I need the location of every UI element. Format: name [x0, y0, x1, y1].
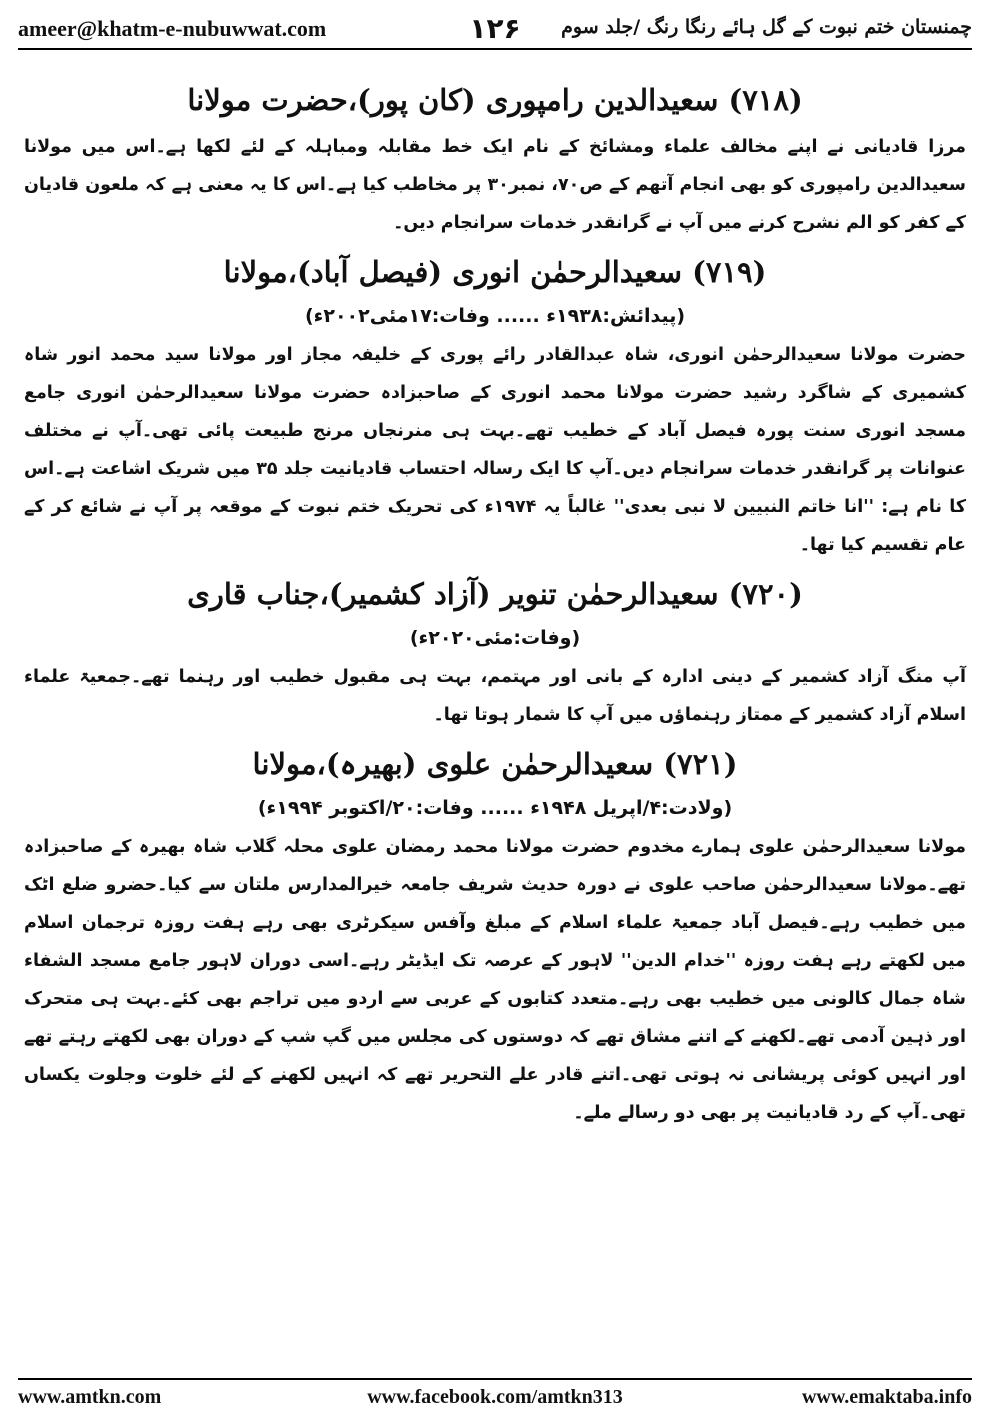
book-title: چمنستان ختم نبوت کے گل ہائے رنگا رنگ /جلد سوم	[561, 16, 972, 38]
section-720	[24, 572, 966, 734]
section-dates: (ولادت:۴/اپریل ۱۹۴۸ء ...... وفات:۲۰/اکتوبر ۱۹۹۴ء)	[257, 797, 733, 819]
page-number: ۱۲۶	[469, 12, 521, 45]
section-dates: (وفات:مئی۲۰۲۰ء)	[409, 627, 581, 649]
section-heading: (۷۱۹) سعیدالرحمٰن انوری (فیصل آباد)،مولانا	[223, 255, 767, 289]
section-body: آپ منگ آزاد کشمیر کے دینی ادارہ کے بانی اور مہتمم، بہت ہی مقبول خطیب اور رہنما تھے۔جمعیۃ علماء اسلام آزاد کشمیر کے ممتاز رہنماؤں میں آپ کا شمار ہوتا تھا۔	[24, 667, 966, 725]
footer-link-amtkn[interactable]: www.amtkn.com	[18, 1386, 162, 1408]
section-719	[24, 250, 966, 564]
header-divider	[18, 48, 972, 50]
header-email: ameer@khatm-e-nubuwwat.com	[18, 16, 327, 41]
footer-link-facebook[interactable]: www.facebook.com/amtkn313	[367, 1386, 623, 1408]
section-heading: (۷۲۰) سعیدالرحمٰن تنویر (آزاد کشمیر)،جناب قاری	[187, 577, 803, 611]
page-header	[18, 10, 972, 50]
page-content	[24, 70, 966, 1132]
section-721	[24, 742, 966, 1132]
section-dates: (پیدائش:۱۹۳۸ء ...... وفات:۱۷مئی۲۰۰۲ء)	[304, 305, 686, 327]
section-body: مرزا قادیانی نے اپنے مخالف علماء ومشائخ کے نام ایک خط مقابلہ ومباہلہ کے لئے لکھا ہے۔اس میں مولانا سعیدالدین رامپوری کو بھی انجام آتھم کے ص۷۰، نمبر۳۰ پر مخاطب کیا ہے۔اس کا یہ معنی ہے کہ ملعون قادیان کے کفر کو الم نشرح کرنے میں آپ نے گرانقدر خدمات سرانجام دیں۔	[24, 137, 967, 233]
footer-link-emaktaba[interactable]: www.emaktaba.info	[801, 1386, 972, 1408]
section-heading: (۷۱۸) سعیدالدین رامپوری (کان پور)،حضرت مولانا	[187, 83, 803, 117]
page-footer	[18, 1386, 972, 1412]
section-718	[24, 78, 966, 242]
section-body: حضرت مولانا سعیدالرحمٰن انوری، شاہ عبدالقادر رائے پوری کے خلیفہ مجاز اور مولانا سید محمد انور شاہ کشمیری کے شاگرد رشید حضرت مولانا محمد انوری کے صاحبزادہ حضرت مولانا سعیدالرحمٰن انوری جامع مسجد انوری سنت پورہ فیصل آباد کے خطیب تھے۔بہت ہی منرنجاں مرنج طبیعت پائی تھی۔آپ نے مختلف عنوانات پر گرانقدر خدمات سرانجام دیں۔آپ کا ایک رسالہ احتساب قادیانیت جلد ۳۵ میں شریک اشاعت ہے۔اس کا نام ہے: ''انا خاتم النبیین لا نبی بعدی'' غالباً یہ ۱۹۷۴ء کی تحریک ختم نبوت کے موقعہ پر آپ نے شائع کر کے عام تقسیم کیا تھا۔	[24, 345, 966, 555]
section-body: مولانا سعیدالرحمٰن علوی ہمارے مخدوم حضرت مولانا محمد رمضان علوی محلہ گلاب شاہ بھیرہ کے صاحبزادہ تھے۔مولانا سعیدالرحمٰن صاحب علوی نے دورہ حدیث شریف جامعہ خیرالمدارس ملتان سے کیا۔حضرو ضلع اٹک میں خطیب رہے۔فیصل آباد جمعیۃ علماء اسلام کے مبلغ وآفس سیکرٹری بھی رہے ہفت روزہ ترجمان اسلام میں لکھتے رہے ہفت روزہ ''خدام الدین'' لاہور کے عرصہ تک ایڈیٹر رہے۔اسی دوران لاہور جامع مسجد الشفاء شاہ جمال کالونی میں خطیب بھی رہے۔متعدد کتابوں کے عربی سے اردو میں تراجم بھی کئے۔بہت ہی متحرک اور ذہین آدمی تھے۔لکھنے کے اتنے مشاق تھے کہ دوستوں کی مجلس میں گپ شپ کے دوران بھی لکھتے رہتے تھے اور انہیں کوئی پریشانی نہ ہوتی تھی۔اتنے قادر علے التحریر تھے کہ انہیں لکھنے کے لئے خلوت وجلوت یکساں تھی۔آپ کے رد قادیانیت پر بھی دو رسالے ملے۔	[24, 837, 966, 1123]
footer-divider	[18, 1378, 972, 1380]
section-heading: (۷۲۱) سعیدالرحمٰن علوی (بھیرہ)،مولانا	[252, 747, 738, 781]
